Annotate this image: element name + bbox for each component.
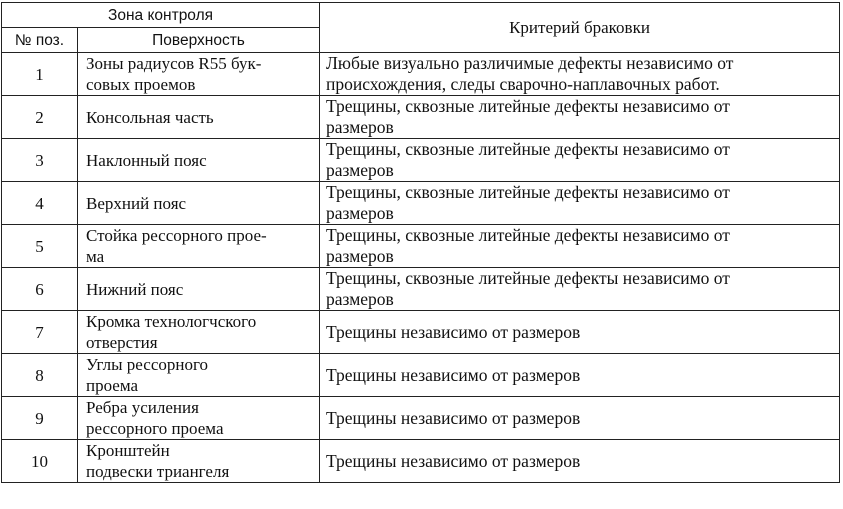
table-row [2,440,840,483]
table-row [2,139,840,182]
criterion-cell: Трещины независимо от размеров [320,440,840,483]
criterion-cell: Любые визуально различимые дефекты независимо от происхождения, следы сварочно-наплавочных работ. [320,53,840,96]
surface-cell: Стойка рессорного прое- ма [78,225,320,268]
surface-cell: Ребра усиления рессорного проема [78,397,320,440]
position-number: 9 [2,397,78,440]
criterion-cell: Трещины, сквозные литейные дефекты независимо от размеров [320,225,840,268]
criterion-cell: Трещины, сквозные литейные дефекты независимо от размеров [320,139,840,182]
position-number: 8 [2,354,78,397]
table-row [2,225,840,268]
surface-cell: Углы рессорного проема [78,354,320,397]
surface-cell: Зоны радиусов R55 бук- совых проемов [78,53,320,96]
position-number: 5 [2,225,78,268]
table-row [2,96,840,139]
position-number: 7 [2,311,78,354]
table-row [2,53,840,96]
position-number: 4 [2,182,78,225]
inspection-table-container [1,2,839,483]
zone-control-header: Зона контроля [2,3,320,28]
criterion-cell: Трещины независимо от размеров [320,354,840,397]
position-number: 3 [2,139,78,182]
criterion-cell: Трещины независимо от размеров [320,397,840,440]
position-number: 2 [2,96,78,139]
surface-cell: Кронштейн подвески триангеля [78,440,320,483]
criterion-cell: Трещины, сквозные литейные дефекты независимо от размеров [320,182,840,225]
table-row [2,397,840,440]
criterion-cell: Трещины, сквозные литейные дефекты независимо от размеров [320,268,840,311]
surface-cell: Консольная часть [78,96,320,139]
table-row [2,311,840,354]
surface-cell: Нижний пояс [78,268,320,311]
table-row [2,182,840,225]
header-row-top [2,3,840,28]
criterion-cell: Трещины независимо от размеров [320,311,840,354]
position-number: 10 [2,440,78,483]
surface-header: Поверхность [78,28,320,53]
inspection-criteria-table [1,2,840,483]
position-number: 6 [2,268,78,311]
surface-cell: Верхний пояс [78,182,320,225]
table-row [2,268,840,311]
pos-no-header: № поз. [2,28,78,53]
criterion-header: Критерий браковки [320,3,840,53]
surface-cell: Кромка технологчского отверстия [78,311,320,354]
position-number: 1 [2,53,78,96]
surface-cell: Наклонный пояс [78,139,320,182]
table-row [2,354,840,397]
criterion-cell: Трещины, сквозные литейные дефекты независимо от размеров [320,96,840,139]
